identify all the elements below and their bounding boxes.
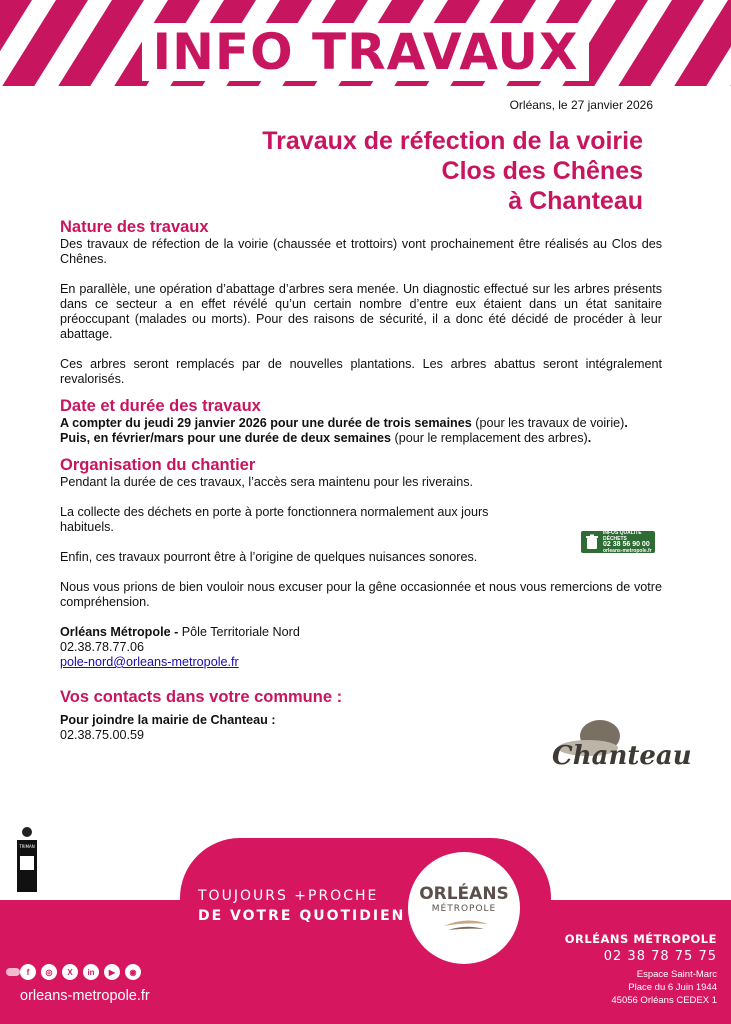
slogan-line-1: TOUJOURS +PROCHE — [198, 888, 379, 904]
triman-badge — [16, 826, 38, 894]
address-line-1: Espace Saint-Marc — [636, 969, 717, 980]
social-links — [20, 964, 141, 980]
organisation-paragraph-1: Pendant la durée de ces travaux, l’accès sera maintenu pour les riverains. — [60, 475, 474, 489]
badge-label: INFOS QUALITÉ DÉCHETS — [603, 530, 642, 542]
contact-phone: 02.38.78.77.06 — [60, 640, 145, 654]
section-heading-organisation: Organisation du chantier — [60, 456, 256, 474]
linkedin-icon[interactable]: in — [83, 964, 99, 980]
document-date: Orléans, le 27 janvier 2026 — [509, 98, 653, 112]
waste-info-badge — [581, 531, 655, 553]
nature-paragraph-3: Ces arbres seront remplacés par de nouvelles plantations. Les arbres abattus seront intégralement revalorisés. — [60, 357, 662, 386]
threads-icon[interactable]: ◉ — [125, 964, 141, 980]
contact-org: Orléans Métropole - Pôle Territoriale Nord — [60, 625, 300, 639]
main-content — [60, 218, 662, 743]
banner-title: INFO TRAVAUX — [0, 22, 731, 82]
title-line-1: Travaux de réfection de la voirie — [262, 127, 643, 155]
social-bar-decoration — [6, 968, 20, 976]
chanteau-logo-text: Chanteau — [552, 741, 692, 771]
badge-phone: 02 38 56 90 00 — [603, 541, 650, 548]
badge-site: orleans-metropole.fr — [603, 548, 652, 554]
footer-website-link[interactable]: orleans-metropole.fr — [20, 988, 150, 1004]
youtube-icon[interactable]: ▶ — [104, 964, 120, 980]
section-heading-dates: Date et durée des travaux — [60, 397, 261, 415]
chanteau-logo — [548, 718, 692, 774]
footer-slogan — [198, 886, 405, 926]
contact-email-link[interactable]: pole-nord@orleans-metropole.fr — [60, 655, 239, 669]
dates-line-1: A compter du jeudi 29 janvier 2026 pour une durée de trois semaines (pour les travaux de voirie). — [60, 416, 628, 430]
x-icon[interactable]: X — [62, 964, 78, 980]
orleans-logo-subtitle: MÉTROPOLE — [431, 904, 497, 914]
orleans-logo-title: ORLÉANS — [419, 884, 509, 904]
facebook-icon[interactable]: f — [20, 964, 36, 980]
trash-bin-icon — [584, 534, 600, 550]
commune-phone: 02.38.75.00.59 — [60, 728, 145, 742]
nature-paragraph-2: En parallèle, une opération d’abattage d’arbres sera menée. Un diagnostic effectué sur les arbres présents dans ce secteur a en effet révélé qu’un certain nombre d’entre eux étaient dans un état sanitaire préoccupant (malades ou morts). Pour des raisons de sécurité, il a donc été décidé de procéder à leur abattage. — [60, 282, 662, 341]
section-heading-commune: Vos contacts dans votre commune : — [60, 688, 343, 706]
triman-label: TRIMAN — [19, 844, 35, 849]
page-title — [262, 126, 643, 216]
nature-paragraph-1: Des travaux de réfection de la voirie (chaussée et trottoirs) vont prochainement être réalisés au Clos des Chênes. — [60, 237, 662, 266]
footer-org-name: ORLÉANS MÉTROPOLE — [564, 932, 717, 946]
organisation-paragraph-3: Enfin, ces travaux pourront être à l’origine de quelques nuisances sonores. — [60, 550, 478, 564]
organisation-paragraph-4: Nous vous prions de bien vouloir nous excuser pour la gêne occasionnée et nous vous remercions de votre compréhension. — [60, 580, 662, 609]
instagram-icon[interactable]: ◎ — [41, 964, 57, 980]
address-line-2: Place du 6 Juin 1944 — [628, 982, 717, 993]
orleans-logo-mark — [440, 916, 492, 932]
footer-contact — [565, 932, 717, 1007]
address-line-3: 45056 Orléans CEDEX 1 — [611, 995, 717, 1006]
title-line-2: Clos des Chênes — [441, 157, 643, 185]
slogan-line-2: DE VOTRE QUOTIDIEN — [198, 908, 406, 924]
organisation-paragraph-2: La collecte des déchets en porte à porte fonctionnera normalement aux jours habituels. — [60, 505, 489, 534]
footer-phone: 02 38 78 75 75 — [603, 949, 717, 964]
section-heading-nature: Nature des travaux — [60, 218, 209, 236]
commune-label: Pour joindre la mairie de Chanteau : — [60, 713, 276, 727]
dates-line-2: Puis, en février/mars pour une durée de deux semaines (pour le remplacement des arbres). — [60, 431, 592, 445]
footer-address — [565, 968, 717, 1007]
title-line-3: à Chanteau — [508, 187, 643, 215]
